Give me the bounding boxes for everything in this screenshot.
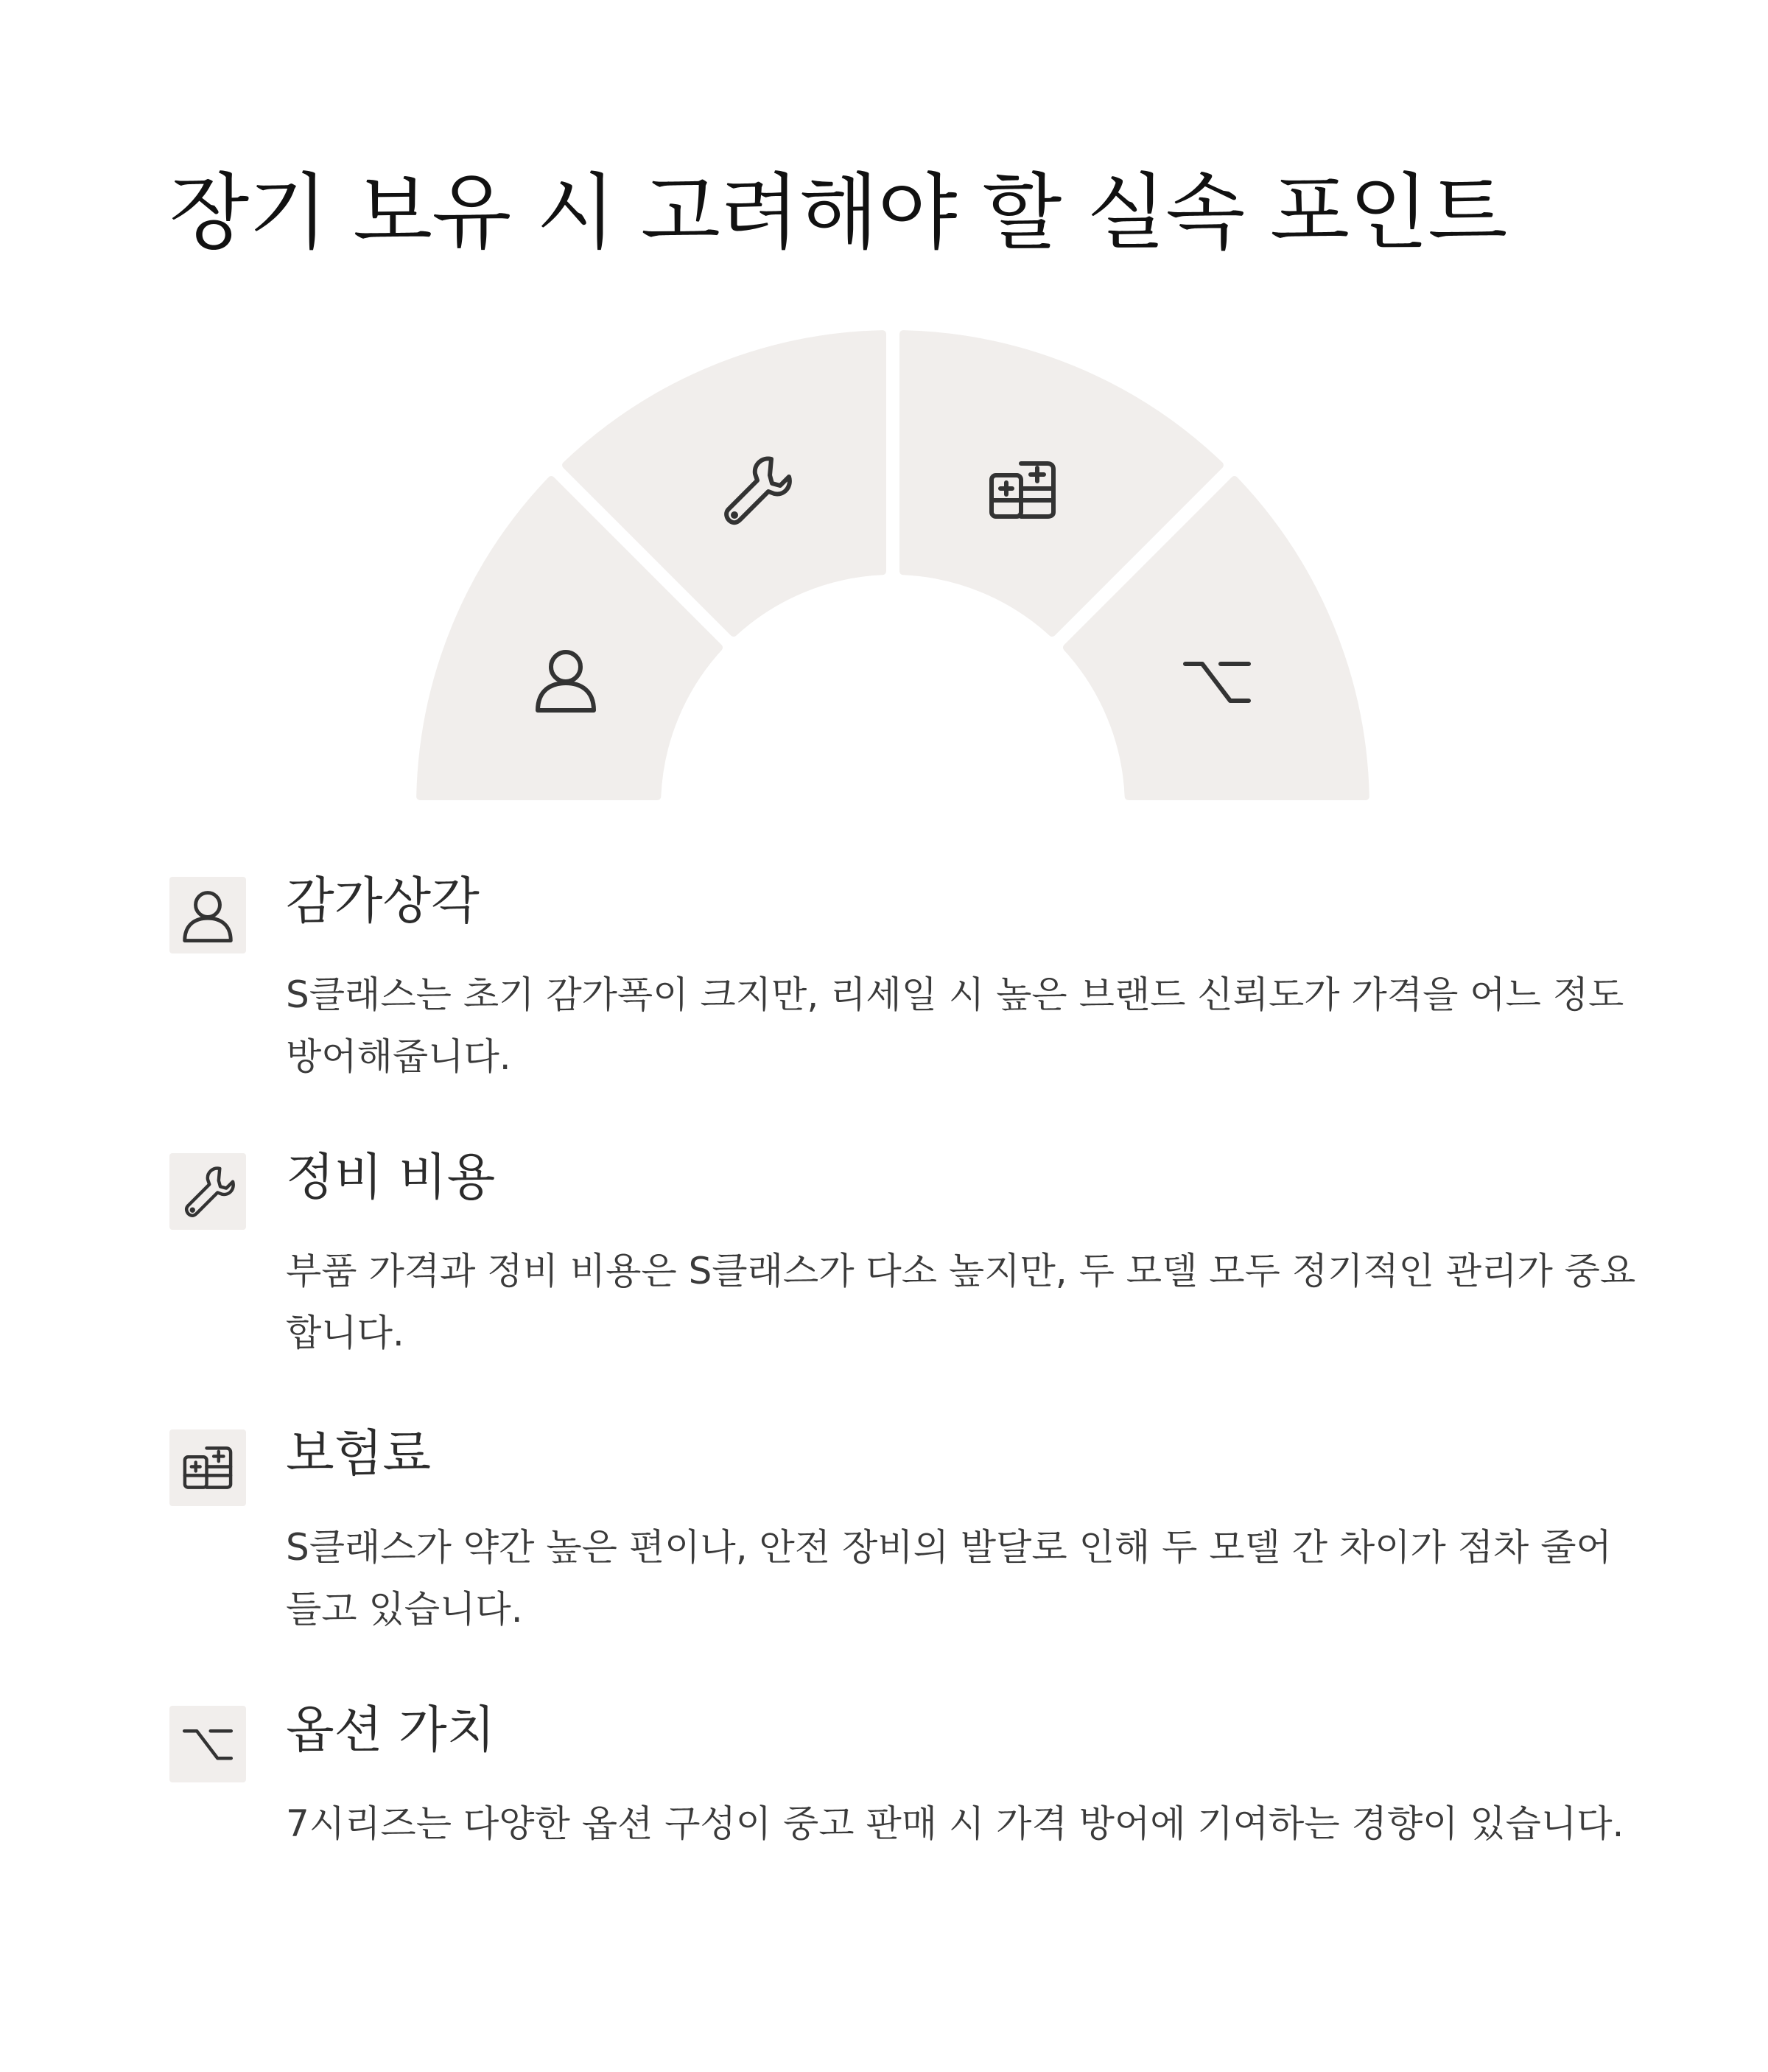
list-item-maintenance [169,1146,1643,1422]
item-title: 정비 비용 [286,1149,496,1207]
option-key-icon-tile [169,1706,246,1782]
person-icon-tile [169,877,246,953]
item-title: 보험료 [286,1425,432,1483]
list-item-option-value [169,1698,1643,1975]
diagram-segments [420,334,1366,797]
option-key-icon [180,1717,235,1771]
semicircle-diagram [0,0,1768,825]
item-description: S클래스가 약간 높은 편이나, 안전 장비의 발달로 인해 두 모델 간 차이가 점차 줄어들고 있습니다. [286,1526,1612,1631]
list-item-depreciation [169,869,1643,1146]
person-icon [180,888,235,942]
page-title: 장기 보유 시 고려해야 할 실속 포인트 [169,165,1507,261]
calculator-icon-tile [169,1429,246,1506]
item-description: S클래스는 초기 감가폭이 크지만, 리세일 시 높은 브랜드 신뢰도가 가격을 어느 정도 방어해줍니다. [286,973,1624,1078]
item-description: 부품 가격과 정비 비용은 S클래스가 다소 높지만, 두 모델 모두 정기적인 관리가 중요합니다. [286,1250,1636,1354]
item-description: 7시리즈는 다양한 옵션 구성이 중고 판매 시 가격 방어에 기여하는 경향이 있습니다. [286,1802,1624,1845]
wrench-icon-tile [169,1153,246,1230]
wrench-icon [180,1164,235,1219]
item-title: 옵션 가치 [286,1701,496,1760]
calculator-icon [180,1441,235,1495]
list-item-insurance [169,1422,1643,1698]
considerations-list [169,869,1643,1975]
item-title: 감가상각 [286,872,480,931]
